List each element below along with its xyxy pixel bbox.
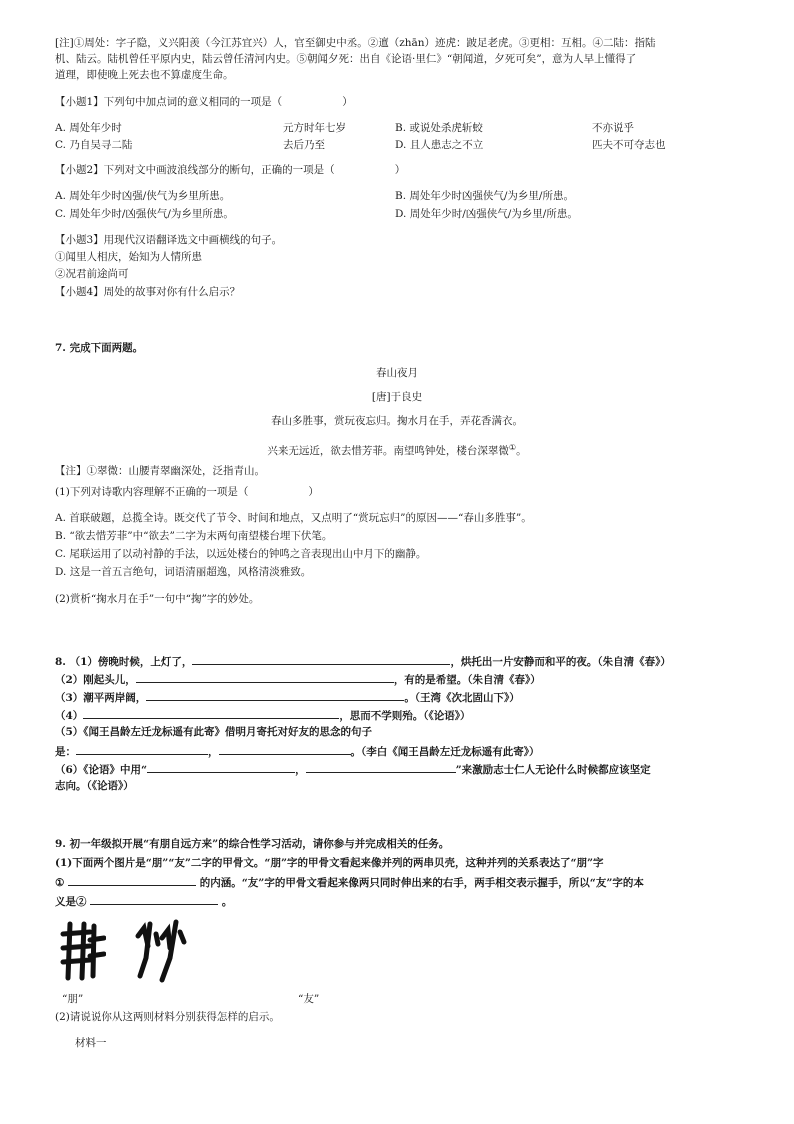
q9-l2-post: 的内涵。“友”字的甲骨文看起来像两只同时伸出来的右手，两手相交表示握手，所以“友”字的本 <box>199 877 644 889</box>
poem-line-2-text: 兴来无远近，欲去惜芳菲。南望鸣钟处，楼台深翠微 <box>267 445 509 457</box>
q8-l6-post: 。（李白《闻王昌龄左迁龙标遥有此寄》） <box>350 746 540 758</box>
sub1-option-a: A. 周处年少时 <box>55 122 122 134</box>
q9-blank-1 <box>68 874 196 886</box>
sub2-stem <box>55 163 405 178</box>
sub3-item-1: ①闻里人相庆，始知为人情所患 <box>55 251 202 263</box>
poem-line-1: 春山多胜事，赏玩夜忘归。掬水月在手，弄花香满衣。 <box>271 415 523 427</box>
q9-heading: 9. 初一年级拟开展“有朋自远方来”的综合性学习活动，请你参与并完成相关的任务。 <box>55 838 450 850</box>
sub1-option-b: B. 或说处杀虎斩蛟 <box>395 122 483 134</box>
q8-line-2 <box>55 671 541 688</box>
q9-line-2 <box>55 874 644 891</box>
sub1-option-d-pair: 匹夫不可夺志也 <box>592 139 666 151</box>
sub2-option-c: C. 周处年少时/凶强侠气/为乡里所患。 <box>55 208 234 220</box>
q7-part1-stem <box>55 485 319 500</box>
poem-title: 春山夜月 <box>376 367 418 379</box>
sub4-stem: 【小题4】周处的故事对你有什么启示？ <box>55 286 241 298</box>
q8-l4-pre: （4） <box>55 710 84 722</box>
q8-l3-pre: （3）潮平两岸阔， <box>55 692 147 704</box>
poem-note-marker: ① <box>508 443 517 452</box>
sub1-option-b-pair: 不亦说乎 <box>592 122 634 134</box>
q8-l6-mid: ， <box>208 746 219 758</box>
poem-line-2 <box>0 440 794 459</box>
q7-option-c: C. 尾联运用了以动衬静的手法，以远处楼台的钟鸣之音表现出山中月下的幽静。 <box>55 548 427 560</box>
q8-blank-5 <box>76 743 208 755</box>
q7-option-a: A. 首联破题，总揽全诗。既交代了节令、时间和地点，又点明了“赏玩忘归”的原因——“春山多胜事”。 <box>55 512 532 524</box>
material-1-label: 材料一 <box>75 1037 107 1049</box>
sub1-stem <box>55 95 353 110</box>
oracle-you-image <box>132 918 188 984</box>
sub3-stem: 【小题3】用现代汉语翻译选文中画横线的句子。 <box>55 234 283 246</box>
q8-blank-4 <box>83 707 339 719</box>
q8-l6-pre: 是： <box>55 746 76 758</box>
q7-option-d: D. 这是一首五言绝句，词语清丽超逸，风格清淡雅致。 <box>55 566 312 578</box>
q8-l4-post: ，思而不学则殆。（《论语》） <box>339 710 471 722</box>
q7-part1-stem-text: (1)下列对诗歌内容理解不正确的一项是（ <box>55 486 249 498</box>
q8-line-8: 志向。（《论语》） <box>55 780 134 792</box>
sub2-option-a: A. 周处年少时凶强/侠气为乡里所患。 <box>55 190 231 202</box>
sub1-option-c-pair: 去后乃至 <box>283 139 325 151</box>
sub2-option-d: D. 周处年少时/凶强侠气/为乡里/所患。 <box>395 208 578 220</box>
sub1-option-a-pair: 元方时年七岁 <box>283 122 346 134</box>
sub1-stem-text: 【小题1】下列句中加点词的意义相同的一项是（ <box>55 96 283 108</box>
sub2-stem-text: 【小题2】下列对文中画波浪线部分的断句，正确的一项是（ <box>55 164 335 176</box>
q8-l2-pre: （2）刚起头儿， <box>55 674 136 686</box>
q8-l1-pre: 8. （1）傍晚时候，上灯了， <box>55 656 193 668</box>
q8-blank-8 <box>306 761 456 773</box>
q9-l3-post: 。 <box>221 896 233 908</box>
label-peng: “朋” <box>62 993 84 1005</box>
q8-blank-6 <box>219 743 351 755</box>
sub1-close: ） <box>342 96 353 108</box>
note-line-1: [注]①周处：字子隐，义兴阳羡（今江苏宜兴）人，官至御史中丞。②邅（zhān）迹虎：跛足老虎。③更相：互相。④二陆：指陆 <box>55 37 656 49</box>
q9-l3-pre: 义是② <box>55 896 87 908</box>
q8-line-1 <box>55 653 671 670</box>
q8-line-7 <box>55 761 651 778</box>
q9-blank-2 <box>90 893 218 905</box>
q8-line-3 <box>55 689 520 706</box>
poem-author: [唐]于良史 <box>371 391 423 403</box>
poem-note: 【注】①翠微：山腰青翠幽深处，泛指青山。 <box>55 465 265 477</box>
q8-l3-post: 。（王湾《次北固山下》） <box>404 692 520 704</box>
q8-l7-mid: ， <box>295 764 306 776</box>
q7-option-b: B. “欲去惜芳菲”中“欲去”二字为末两句南望楼台埋下伏笔。 <box>55 530 333 542</box>
q8-l1-post: ，烘托出一片安静而和平的夜。（朱自清《春》） <box>450 656 671 668</box>
q7-heading: 7. 完成下面两题。 <box>55 342 144 354</box>
sub3-item-2: ②况君前途尚可 <box>55 268 129 280</box>
poem-line-2-end: 。 <box>516 445 527 457</box>
q8-l7-pre: （6）《论语》中用“ <box>55 764 148 776</box>
sub1-option-c: C. 乃自吴寻二陆 <box>55 139 133 151</box>
label-you: “友” <box>298 993 320 1005</box>
sub1-option-d: D. 且人患志之不立 <box>395 139 484 151</box>
q8-blank-1 <box>192 653 450 665</box>
q7-part2: (2)赏析“掬水月在手”一句中“掬”字的妙处。 <box>55 593 260 605</box>
sub2-close: ） <box>394 164 406 176</box>
q9-l2-pre: ① <box>55 877 65 889</box>
q8-l2-post: ，有的是希望。（朱自清《春》） <box>393 674 541 686</box>
q8-blank-2 <box>136 671 394 683</box>
q8-blank-7 <box>147 761 295 773</box>
q9-line-1: (1)下面两个图片是“朋”“友”二字的甲骨文。“朋”字的甲骨文看起来像并列的两串贝壳，这种并列的关系表达了“朋”字 <box>55 857 604 869</box>
note-line-3: 道理，即使晚上死去也不算虚度生命。 <box>55 69 234 81</box>
q9-part2: (2)请说说你从这两则材料分别获得怎样的启示。 <box>55 1011 280 1023</box>
q9-line-3 <box>55 893 232 910</box>
q8-l7-post: ”来激励志士仁人无论什么时候都应该坚定 <box>455 764 651 776</box>
q8-line-4 <box>55 707 471 724</box>
oracle-peng-image <box>60 918 106 984</box>
q7-part1-close: ） <box>308 486 319 498</box>
note-line-2: 机、陆云。陆机曾任平原内史，陆云曾任清河内史。⑤朝闻夕死：出自《论语·里仁》“朝闻道，夕死可矣”，意为人早上懂得了 <box>55 53 637 65</box>
q8-line-5: （5）《闻王昌龄左迁龙标遥有此寄》借明月寄托对好友的思念的句子 <box>55 726 373 738</box>
sub2-option-b: B. 周处年少时凶强侠气/为乡里/所患。 <box>395 190 574 202</box>
q8-line-6 <box>55 743 540 760</box>
q8-blank-3 <box>146 689 404 701</box>
